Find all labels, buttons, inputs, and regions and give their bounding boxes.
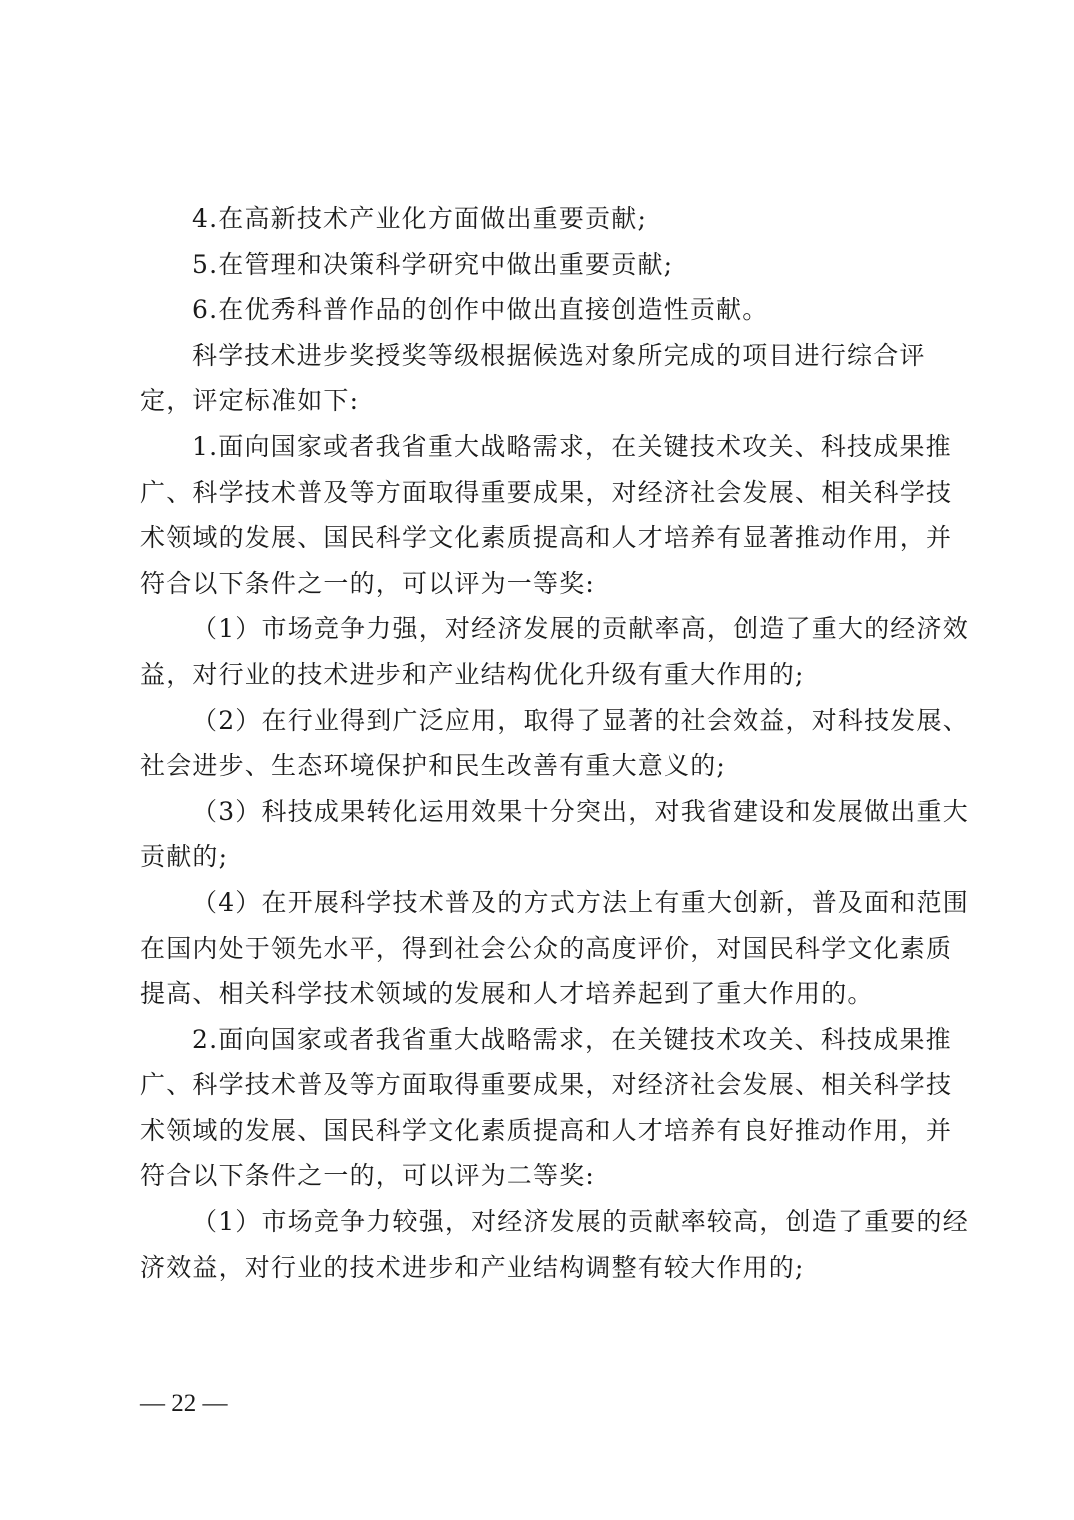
- text-line: 4.在高新技术产业化方面做出重要贡献;: [192, 204, 648, 233]
- text-line: （1）市场竞争力较强，对经济发展的贡献率较高，创造了重要的经: [192, 1207, 969, 1237]
- text-line: （4）在开展科学技术普及的方式方法上有重大创新，普及面和范围: [192, 887, 969, 917]
- text-line: （3）科技成果转化运用效果十分突出，对我省建设和发展做出重大: [192, 796, 969, 826]
- text-line: 科学技术进步奖授奖等级根据候选对象所完成的项目进行综合评: [192, 340, 926, 370]
- text-line: 益，对行业的技术进步和产业结构优化升级有重大作用的;: [140, 659, 805, 689]
- text-line: 社会进步、生态环境保护和民生改善有重大意义的;: [140, 751, 727, 781]
- text-line: 济效益，对行业的技术进步和产业结构调整有较大作用的;: [140, 1252, 805, 1282]
- text-line: 6.在优秀科普作品的创作中做出直接创造性贡献。: [192, 295, 769, 325]
- text-line: 在国内处于领先水平，得到社会公众的高度评价，对国民科学文化素质: [140, 933, 953, 963]
- text-line: 定，评定标准如下:: [140, 386, 360, 416]
- text-line: 术领域的发展、国民科学文化素质提高和人才培养有良好推动作用，并: [140, 1115, 953, 1145]
- text-line: 提高、相关科学技术领域的发展和人才培养起到了重大作用的。: [140, 979, 874, 1009]
- text-line: 贡献的;: [140, 842, 229, 872]
- text-line: 术领域的发展、国民科学文化素质提高和人才培养有显著推动作用，并: [140, 523, 953, 553]
- text-line: （2）在行业得到广泛应用，取得了显著的社会效益，对科技发展、: [192, 705, 969, 735]
- text-line: 广、科学技术普及等方面取得重要成果，对经济社会发展、相关科学技: [140, 1070, 953, 1100]
- page-number: — 22 —: [140, 1390, 228, 1417]
- text-line: 符合以下条件之一的，可以评为一等奖:: [140, 568, 596, 598]
- text-line: 5.在管理和决策科学研究中做出重要贡献;: [192, 249, 674, 279]
- text-line: 广、科学技术普及等方面取得重要成果，对经济社会发展、相关科学技: [140, 477, 953, 507]
- document-body: [140, 196, 969, 1290]
- text-line: （1）市场竞争力强，对经济发展的贡献率高，创造了重大的经济效: [192, 614, 969, 644]
- text-line: 1.面向国家或者我省重大战略需求，在关键技术攻关、科技成果推: [192, 431, 952, 461]
- text-line: 2.面向国家或者我省重大战略需求，在关键技术攻关、科技成果推: [192, 1024, 952, 1054]
- text-line: 符合以下条件之一的，可以评为二等奖:: [140, 1161, 596, 1191]
